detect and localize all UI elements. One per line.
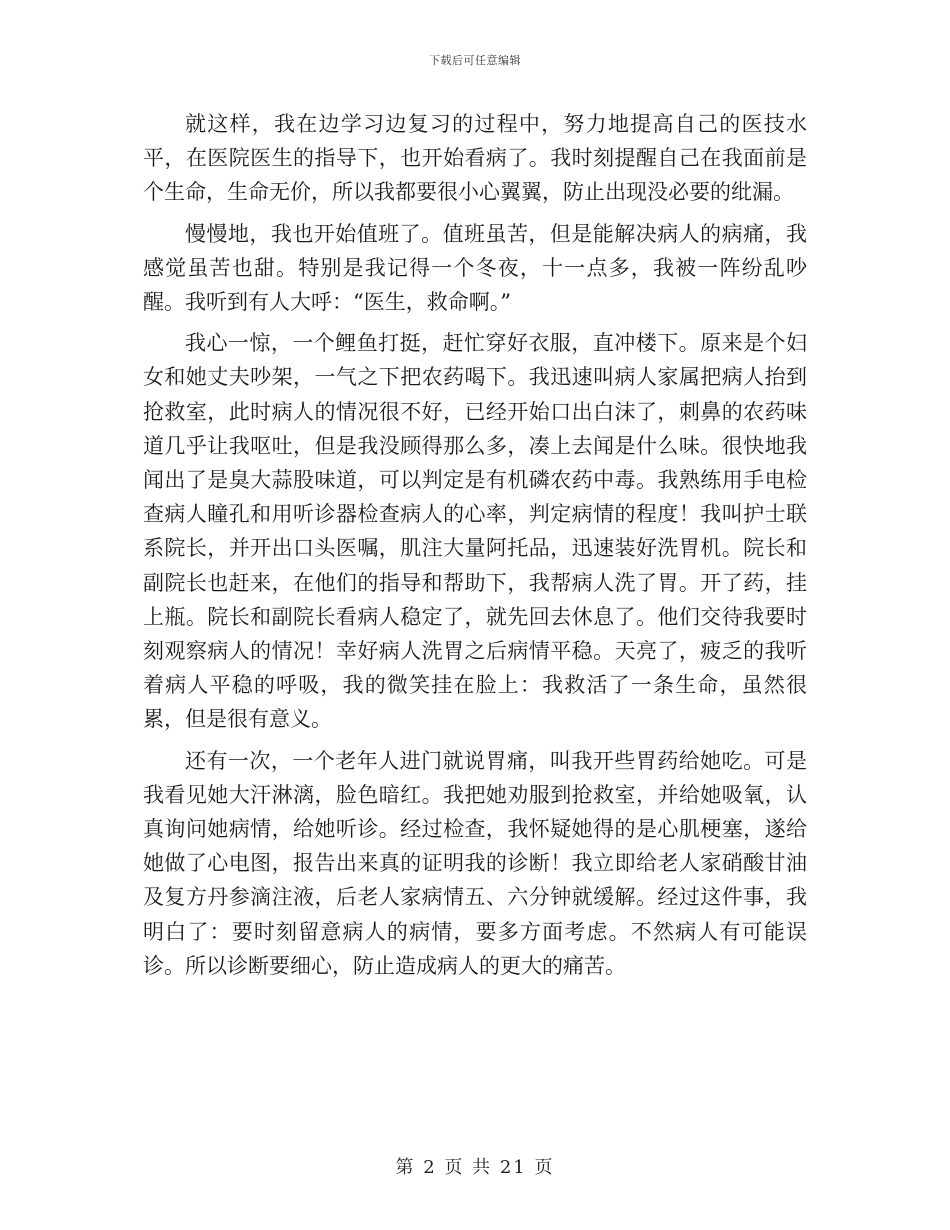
page-number-footer: 第 2 页 共 21 页 [395, 1157, 555, 1178]
document-body [143, 107, 807, 983]
paragraph: 还有一次，一个老年人进门就说胃痛，叫我开些胃药给她吃。可是我看见她大汗淋漓，脸色暗红。我把她劝服到抢救室，并给她吸氧，认真询问她病情，给她听诊。经过检查，我怀疑她得的是心肌梗塞，遂给她做了心电图，报告出来真的证明我的诊断！我立即给老人家硝酸甘油及复方丹参滴注液，后老人家病情五、六分钟就缓解。经过这件事，我明白了：要时刻留意病人的病情，要多方面考虑。不然病人有可能误诊。所以诊断要细心，防止造成病人的更大的痛苦。 [143, 748, 807, 978]
paragraph: 我心一惊，一个鲤鱼打挺，赶忙穿好衣服，直冲楼下。原来是个妇女和她丈夫吵架，一气之下把农药喝下。我迅速叫病人家属把病人抬到抢救室，此时病人的情况很不好，已经开始口出白沫了，刺鼻的农药味道几乎让我呕吐，但是我没顾得那么多，凑上去闻是什么味。很快地我闻出了是臭大蒜股味道，可以判定是有机磷农药中毒。我熟练用手电检查病人瞳孔和用听诊器检查病人的心率，判定病情的程度！我叫护士联系院长，并开出口头医嘱，肌注大量阿托品，迅速装好洗胃机。院长和副院长也赶来，在他们的指导和帮助下，我帮病人洗了胃。开了药，挂上瓶。院长和副院长看病人稳定了，就先回去休息了。他们交待我要时刻观察病人的情况！幸好病人洗胃之后病情平稳。天亮了，疲乏的我听着病人平稳的呼吸，我的微笑挂在脸上：我救活了一条生命，虽然很累，但是很有意义。 [143, 331, 807, 732]
page-header: 下载后可任意编辑 [429, 54, 521, 67]
paragraph: 慢慢地，我也开始值班了。值班虽苦，但是能解决病人的病痛，我感觉虽苦也甜。特别是我记得一个冬夜，十一点多，我被一阵纷乱吵醒。我听到有人大呼：“医生，救命啊。” [143, 221, 807, 315]
paragraph: 就这样，我在边学习边复习的过程中，努力地提高自己的医技水平，在医院医生的指导下，也开始看病了。我时刻提醒自己在我面前是个生命，生命无价，所以我都要很小心翼翼，防止出现没必要的纰漏。 [143, 112, 807, 205]
